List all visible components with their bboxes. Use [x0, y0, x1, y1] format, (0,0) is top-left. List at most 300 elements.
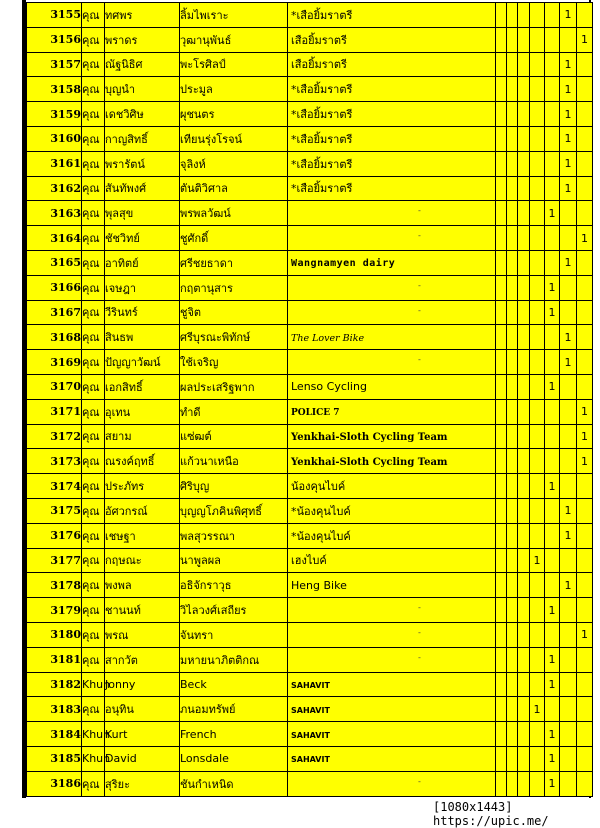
row-number: 3175 — [27, 498, 82, 523]
category-mark — [560, 275, 577, 300]
last-name: จันทรา — [180, 622, 288, 647]
category-mark — [560, 622, 577, 647]
empty-cell — [507, 449, 518, 474]
name-title: คุณ — [82, 374, 105, 399]
row-number: 3184 — [27, 722, 82, 747]
empty-cell — [496, 424, 507, 449]
empty-cell — [507, 151, 518, 176]
empty-cell — [507, 3, 518, 28]
category-mark — [560, 201, 577, 226]
empty-cell — [496, 325, 507, 350]
category-mark — [560, 647, 577, 672]
category-mark: 1 — [545, 647, 560, 672]
category-mark — [545, 126, 560, 151]
category-mark — [545, 250, 560, 275]
team-label: *เสือยิ้มราตรี — [291, 182, 353, 196]
table-row — [27, 697, 593, 722]
row-number: 3176 — [27, 523, 82, 548]
table-row — [27, 548, 593, 573]
category-mark: 1 — [577, 449, 593, 474]
empty-cell — [518, 201, 530, 226]
team-name — [288, 746, 496, 771]
row-number: 3180 — [27, 622, 82, 647]
empty-cell — [496, 275, 507, 300]
name-title: คุณ — [82, 523, 105, 548]
table-row — [27, 102, 593, 127]
table-row — [27, 201, 593, 226]
empty-cell — [507, 374, 518, 399]
first-name: เจษฎา — [105, 275, 180, 300]
empty-cell — [507, 697, 518, 722]
team-label — [288, 777, 291, 790]
category-mark — [560, 300, 577, 325]
row-number: 3159 — [27, 102, 82, 127]
last-name: ผุชนตร — [180, 102, 288, 127]
row-number: 3155 — [27, 3, 82, 28]
placeholder-dash: - — [418, 280, 421, 290]
team-name — [288, 350, 496, 375]
name-title: คุณ — [82, 598, 105, 623]
team-name — [288, 275, 496, 300]
empty-cell — [507, 474, 518, 499]
category-mark — [530, 622, 545, 647]
empty-cell — [518, 672, 530, 697]
empty-cell — [507, 771, 518, 796]
empty-cell — [518, 548, 530, 573]
row-number: 3181 — [27, 647, 82, 672]
last-name: กฤตานุสาร — [180, 275, 288, 300]
category-mark — [577, 3, 593, 28]
empty-cell — [518, 250, 530, 275]
category-mark — [545, 52, 560, 77]
row-number: 3166 — [27, 275, 82, 300]
empty-cell — [507, 126, 518, 151]
table-row — [27, 573, 593, 598]
team-label: เฮงไบค์ — [291, 554, 327, 568]
category-mark — [560, 548, 577, 573]
last-name: ตันติวิศาล — [180, 176, 288, 201]
table-row — [27, 449, 593, 474]
image-size-watermark: [1080x1443] https://upic.me/ — [433, 800, 549, 828]
empty-cell — [496, 523, 507, 548]
category-mark — [577, 300, 593, 325]
category-mark — [530, 3, 545, 28]
team-label — [288, 604, 291, 617]
category-mark — [530, 771, 545, 796]
first-name: ชานนท์ — [105, 598, 180, 623]
team-name — [288, 771, 496, 796]
team-label — [288, 306, 291, 319]
team-label: SAHAVIT — [291, 680, 330, 690]
empty-cell — [518, 746, 530, 771]
placeholder-dash: - — [418, 355, 421, 365]
category-mark — [530, 523, 545, 548]
empty-cell — [507, 275, 518, 300]
team-name — [288, 672, 496, 697]
category-mark — [530, 647, 545, 672]
name-title: คุณ — [82, 474, 105, 499]
row-number: 3160 — [27, 126, 82, 151]
team-label: Heng Bike — [291, 578, 347, 592]
empty-cell — [507, 399, 518, 424]
category-mark — [545, 573, 560, 598]
name-title: คุณ — [82, 102, 105, 127]
table-row — [27, 498, 593, 523]
empty-cell — [496, 722, 507, 747]
category-mark — [577, 498, 593, 523]
empty-cell — [518, 275, 530, 300]
first-name: เดชวิศิษ — [105, 102, 180, 127]
category-mark — [560, 746, 577, 771]
category-mark — [577, 151, 593, 176]
first-name: อัศวกรณ์ — [105, 498, 180, 523]
empty-cell — [496, 697, 507, 722]
empty-cell — [496, 350, 507, 375]
category-mark — [577, 771, 593, 796]
table-row — [27, 771, 593, 796]
category-mark — [560, 722, 577, 747]
team-label: *น้องคุนไบค์ — [291, 504, 351, 518]
last-name: Beck — [180, 672, 288, 697]
category-mark — [577, 697, 593, 722]
first-name: พุลสุข — [105, 201, 180, 226]
name-title: คุณ — [82, 548, 105, 573]
empty-cell — [518, 573, 530, 598]
first-name: Jonny — [105, 672, 180, 697]
category-mark — [577, 548, 593, 573]
category-mark — [577, 523, 593, 548]
row-number: 3171 — [27, 399, 82, 424]
empty-cell — [496, 201, 507, 226]
first-name: สากวัต — [105, 647, 180, 672]
category-mark — [530, 250, 545, 275]
category-mark: 1 — [545, 275, 560, 300]
team-label — [288, 207, 291, 220]
category-mark — [577, 350, 593, 375]
empty-cell — [496, 598, 507, 623]
category-mark — [530, 573, 545, 598]
empty-cell — [496, 250, 507, 275]
empty-cell — [507, 77, 518, 102]
team-name — [288, 474, 496, 499]
category-mark — [577, 325, 593, 350]
placeholder-dash: - — [418, 776, 421, 786]
row-number: 3158 — [27, 77, 82, 102]
name-title: คุณ — [82, 498, 105, 523]
last-name: ศิริบุญ — [180, 474, 288, 499]
category-mark — [560, 598, 577, 623]
name-title: คุณ — [82, 52, 105, 77]
last-name: วิไลวงศ์เสถียร — [180, 598, 288, 623]
placeholder-dash: - — [418, 206, 421, 216]
category-mark: 1 — [545, 300, 560, 325]
team-name — [288, 622, 496, 647]
category-mark — [530, 399, 545, 424]
last-name: พะโรศิลป์ — [180, 52, 288, 77]
category-mark: 1 — [545, 746, 560, 771]
team-name — [288, 498, 496, 523]
last-name: ทำดี — [180, 399, 288, 424]
category-mark: 1 — [577, 424, 593, 449]
category-mark — [530, 201, 545, 226]
team-label — [288, 232, 291, 245]
row-number: 3169 — [27, 350, 82, 375]
team-label: *เสือยิ้มราตรี — [291, 157, 353, 171]
category-mark: 1 — [560, 3, 577, 28]
empty-cell — [507, 722, 518, 747]
table-row — [27, 250, 593, 275]
empty-cell — [496, 374, 507, 399]
name-title: คุณ — [82, 424, 105, 449]
team-label — [288, 653, 291, 666]
team-name — [288, 250, 496, 275]
table-row — [27, 27, 593, 52]
table-row — [27, 374, 593, 399]
table-row — [27, 722, 593, 747]
empty-cell — [518, 325, 530, 350]
category-mark — [530, 300, 545, 325]
category-mark: 1 — [560, 325, 577, 350]
first-name: สินธพ — [105, 325, 180, 350]
team-name — [288, 102, 496, 127]
empty-cell — [507, 350, 518, 375]
category-mark — [530, 746, 545, 771]
row-number: 3165 — [27, 250, 82, 275]
empty-cell — [518, 126, 530, 151]
empty-cell — [518, 52, 530, 77]
category-mark — [545, 548, 560, 573]
empty-cell — [518, 27, 530, 52]
first-name: อุเทน — [105, 399, 180, 424]
first-name: พรณ — [105, 622, 180, 647]
category-mark — [577, 250, 593, 275]
category-mark — [530, 498, 545, 523]
row-number: 3186 — [27, 771, 82, 796]
participant-table — [26, 2, 593, 797]
table-row — [27, 647, 593, 672]
name-title: Khun — [82, 672, 105, 697]
category-mark — [577, 374, 593, 399]
empty-cell — [507, 424, 518, 449]
empty-cell — [518, 3, 530, 28]
category-mark — [577, 672, 593, 697]
category-mark: 1 — [545, 598, 560, 623]
empty-cell — [507, 102, 518, 127]
team-name — [288, 449, 496, 474]
category-mark — [530, 52, 545, 77]
category-mark: 1 — [577, 399, 593, 424]
empty-cell — [507, 573, 518, 598]
empty-cell — [496, 126, 507, 151]
team-label: Yenkhai-Sloth Cycling Team — [291, 431, 448, 443]
first-name: สุริยะ — [105, 771, 180, 796]
empty-cell — [496, 771, 507, 796]
team-name — [288, 722, 496, 747]
empty-cell — [496, 77, 507, 102]
category-mark — [530, 126, 545, 151]
empty-cell — [507, 498, 518, 523]
first-name: พงพล — [105, 573, 180, 598]
row-number: 3185 — [27, 746, 82, 771]
last-name: ชูจิต — [180, 300, 288, 325]
team-name — [288, 424, 496, 449]
category-mark: 1 — [530, 697, 545, 722]
first-name: บุญนำ — [105, 77, 180, 102]
category-mark: 1 — [577, 622, 593, 647]
category-mark — [530, 722, 545, 747]
table-row — [27, 424, 593, 449]
row-number: 3172 — [27, 424, 82, 449]
category-mark: 1 — [560, 176, 577, 201]
last-name: ศรีบุรณะพิทักษ์ — [180, 325, 288, 350]
category-mark — [545, 77, 560, 102]
empty-cell — [518, 77, 530, 102]
empty-cell — [496, 498, 507, 523]
last-name: แซ่ฒต์ — [180, 424, 288, 449]
name-title: คุณ — [82, 325, 105, 350]
empty-cell — [518, 647, 530, 672]
empty-cell — [507, 746, 518, 771]
category-mark — [577, 201, 593, 226]
name-title: คุณ — [82, 275, 105, 300]
table-row — [27, 275, 593, 300]
name-title: คุณ — [82, 176, 105, 201]
category-mark — [530, 598, 545, 623]
name-title: คุณ — [82, 771, 105, 796]
category-mark: 1 — [545, 474, 560, 499]
category-mark: 1 — [560, 250, 577, 275]
last-name: French — [180, 722, 288, 747]
empty-cell — [507, 598, 518, 623]
last-name: อธิจักราวุธ — [180, 573, 288, 598]
empty-cell — [496, 226, 507, 251]
category-mark — [545, 523, 560, 548]
placeholder-dash: - — [418, 603, 421, 613]
team-name — [288, 126, 496, 151]
empty-cell — [496, 449, 507, 474]
empty-cell — [518, 374, 530, 399]
name-title: คุณ — [82, 201, 105, 226]
team-label: Yenkhai-Sloth Cycling Team — [291, 456, 448, 468]
empty-cell — [518, 300, 530, 325]
first-name: ชัชวิทย์ — [105, 226, 180, 251]
empty-cell — [507, 176, 518, 201]
empty-cell — [507, 226, 518, 251]
table-row — [27, 399, 593, 424]
last-name: ลิ้มไพเราะ — [180, 3, 288, 28]
team-label: *เสือยิ้มราตรี — [291, 132, 353, 146]
first-name: อาทิตย์ — [105, 250, 180, 275]
name-title: คุณ — [82, 573, 105, 598]
team-label: POLICE 7 — [291, 408, 340, 419]
category-mark — [530, 374, 545, 399]
category-mark — [560, 27, 577, 52]
empty-cell — [518, 722, 530, 747]
first-name: อนุทิน — [105, 697, 180, 722]
row-number: 3167 — [27, 300, 82, 325]
empty-cell — [518, 474, 530, 499]
placeholder-dash: - — [418, 231, 421, 241]
category-mark — [530, 176, 545, 201]
team-label: The Lover Bike — [291, 332, 365, 344]
team-label: Lenso Cycling — [291, 380, 367, 394]
empty-cell — [496, 672, 507, 697]
team-label: เสือยิ้มราตรี — [291, 58, 347, 72]
category-mark — [560, 374, 577, 399]
last-name: แก้วนาเหนือ — [180, 449, 288, 474]
table-row — [27, 52, 593, 77]
category-mark: 1 — [545, 374, 560, 399]
row-number: 3177 — [27, 548, 82, 573]
category-mark — [560, 771, 577, 796]
team-name — [288, 27, 496, 52]
row-number: 3157 — [27, 52, 82, 77]
empty-cell — [496, 151, 507, 176]
category-mark — [560, 424, 577, 449]
category-mark: 1 — [577, 226, 593, 251]
empty-cell — [496, 399, 507, 424]
team-label: Wangnamyen dairy — [291, 258, 396, 270]
category-mark: 1 — [560, 102, 577, 127]
first-name: เอกสิทธิ์ — [105, 374, 180, 399]
row-number: 3173 — [27, 449, 82, 474]
empty-cell — [496, 548, 507, 573]
empty-cell — [507, 300, 518, 325]
first-name: ประภัทร — [105, 474, 180, 499]
team-label: SAHAVIT — [291, 705, 330, 715]
empty-cell — [496, 27, 507, 52]
team-label: *น้องคุนไบค์ — [291, 529, 351, 543]
last-name: พลสุวรรณา — [180, 523, 288, 548]
empty-cell — [496, 102, 507, 127]
empty-cell — [496, 746, 507, 771]
empty-cell — [507, 672, 518, 697]
category-mark — [577, 598, 593, 623]
table-row — [27, 77, 593, 102]
category-mark — [577, 126, 593, 151]
team-label — [288, 281, 291, 294]
empty-cell — [518, 226, 530, 251]
category-mark: 1 — [545, 722, 560, 747]
name-title: คุณ — [82, 399, 105, 424]
team-name — [288, 151, 496, 176]
category-mark — [530, 102, 545, 127]
category-mark: 1 — [545, 201, 560, 226]
empty-cell — [518, 424, 530, 449]
empty-cell — [518, 523, 530, 548]
team-name — [288, 201, 496, 226]
category-mark: 1 — [577, 27, 593, 52]
name-title: คุณ — [82, 350, 105, 375]
team-name — [288, 300, 496, 325]
empty-cell — [507, 622, 518, 647]
empty-cell — [518, 449, 530, 474]
category-mark — [545, 424, 560, 449]
empty-cell — [507, 27, 518, 52]
empty-cell — [507, 201, 518, 226]
team-name — [288, 598, 496, 623]
last-name: ใช้เจริญ — [180, 350, 288, 375]
category-mark — [560, 449, 577, 474]
last-name: นาพูลผล — [180, 548, 288, 573]
first-name: กาญสิทธิ์ — [105, 126, 180, 151]
team-label — [288, 356, 291, 369]
empty-cell — [496, 622, 507, 647]
empty-cell — [518, 399, 530, 424]
first-name: ทศพร — [105, 3, 180, 28]
team-name — [288, 77, 496, 102]
name-title: คุณ — [82, 449, 105, 474]
